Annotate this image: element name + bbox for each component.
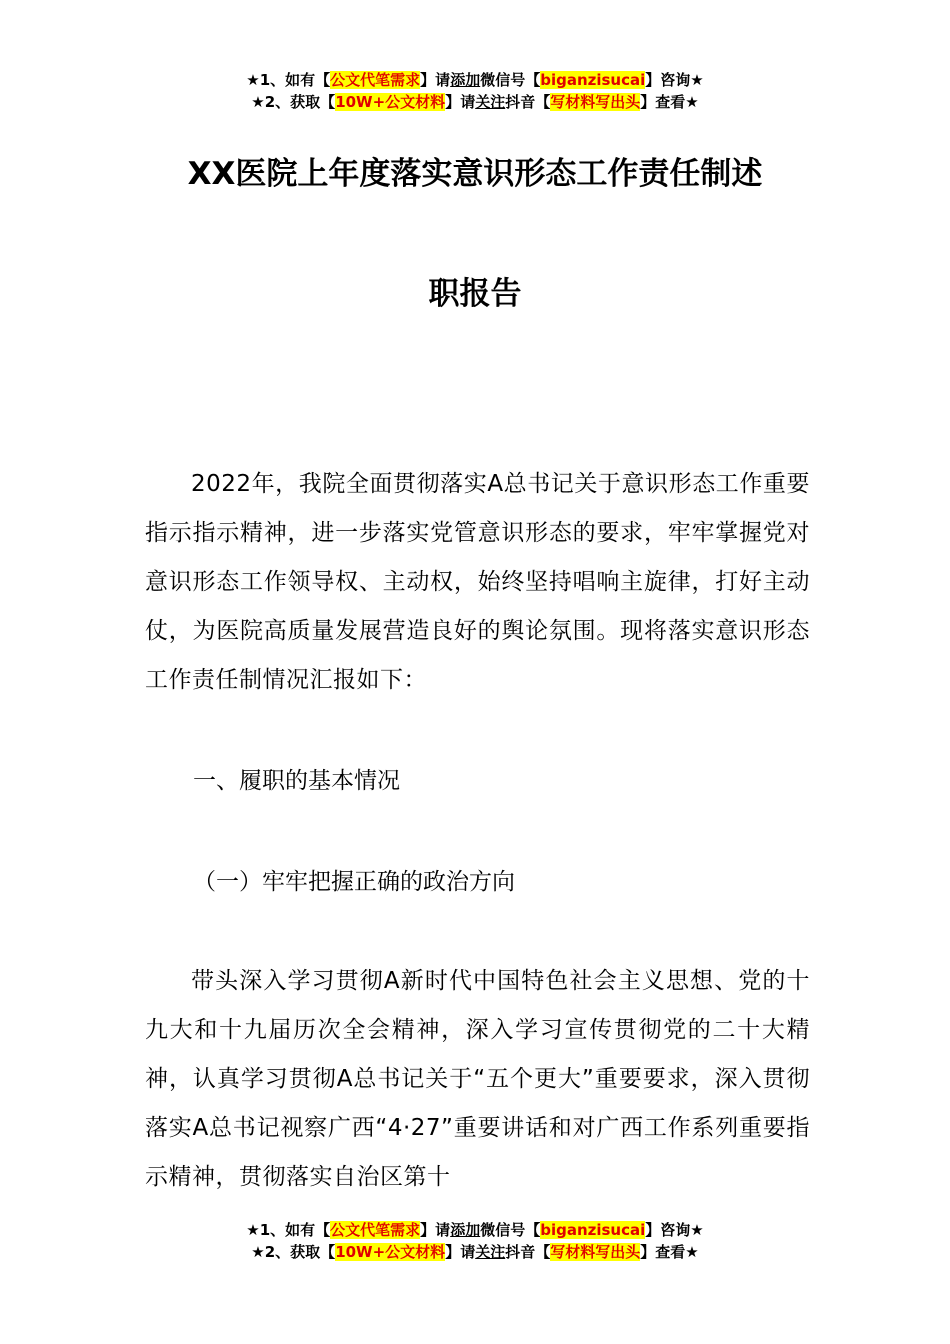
banner-underlined: 添加 [450,1221,481,1239]
banner-text: 微信号【 [480,71,541,89]
banner-text: 】查看★ [640,93,699,111]
banner-underlined: 添加 [450,71,481,89]
banner-line-1 [0,1219,950,1241]
banner-text: 】咨询★ [645,1221,704,1239]
banner-text: 】请 [445,93,476,111]
banner-highlight: 10W+公文材料 [335,1243,446,1261]
banner-text: 】查看★ [640,1243,699,1261]
banner-text: ★1、如有【 [246,1221,331,1239]
header-banner [0,69,950,113]
footer-banner [0,1219,950,1263]
banner-highlight: 写材料写出头 [550,93,641,111]
banner-highlight: 10W+公文材料 [335,93,446,111]
banner-text: 】咨询★ [645,71,704,89]
banner-line-2 [0,1241,950,1263]
banner-underlined: 关注 [475,93,506,111]
banner-highlight: 写材料写出头 [550,1243,641,1261]
subsection-heading: （一）牢牢把握正确的政治方向 [193,869,515,895]
banner-line-1 [0,69,950,91]
document-title-line-2: 职报告 [428,276,522,312]
banner-underlined: 关注 [475,1243,506,1261]
section-heading: 一、履职的基本情况 [193,768,400,794]
body-paragraph: 带头深入学习贯彻A新时代中国特色社会主义思想、党的十九大和十九届历次全会精神，深入学习宣传贯彻党的二十大精神，认真学习贯彻A总书记关于“五个更大”重要要求，深入贯彻落实A总书记视察广西“4·27”重要讲话和对广西工作系列重要指示精神，贯彻落实自治区第十 [145,968,810,1190]
banner-highlight: biganzisucai [540,71,646,89]
banner-highlight: 公文代笔需求 [330,71,421,89]
intro-paragraph: 2022年，我院全面贯彻落实A总书记关于意识形态工作重要指示指示精神，进一步落实党管意识形态的要求，牢牢掌握党对意识形态工作领导权、主动权，始终坚持唱响主旋律，打好主动仗，为医院高质量发展营造良好的舆论氛围。现将落实意识形态工作责任制情况汇报如下： [145,471,810,693]
banner-text: 微信号【 [480,1221,541,1239]
banner-text: 抖音【 [505,1243,551,1261]
banner-line-2 [0,91,950,113]
banner-text: ★1、如有【 [246,71,331,89]
banner-text: ★2、获取【 [251,93,336,111]
banner-text: 抖音【 [505,93,551,111]
banner-text: 】请 [420,1221,451,1239]
banner-highlight: biganzisucai [540,1221,646,1239]
banner-text: ★2、获取【 [251,1243,336,1261]
document-title-line-1: XX医院上年度落实意识形态工作责任制述 [187,156,763,192]
banner-highlight: 公文代笔需求 [330,1221,421,1239]
banner-text: 】请 [420,71,451,89]
banner-text: 】请 [445,1243,476,1261]
